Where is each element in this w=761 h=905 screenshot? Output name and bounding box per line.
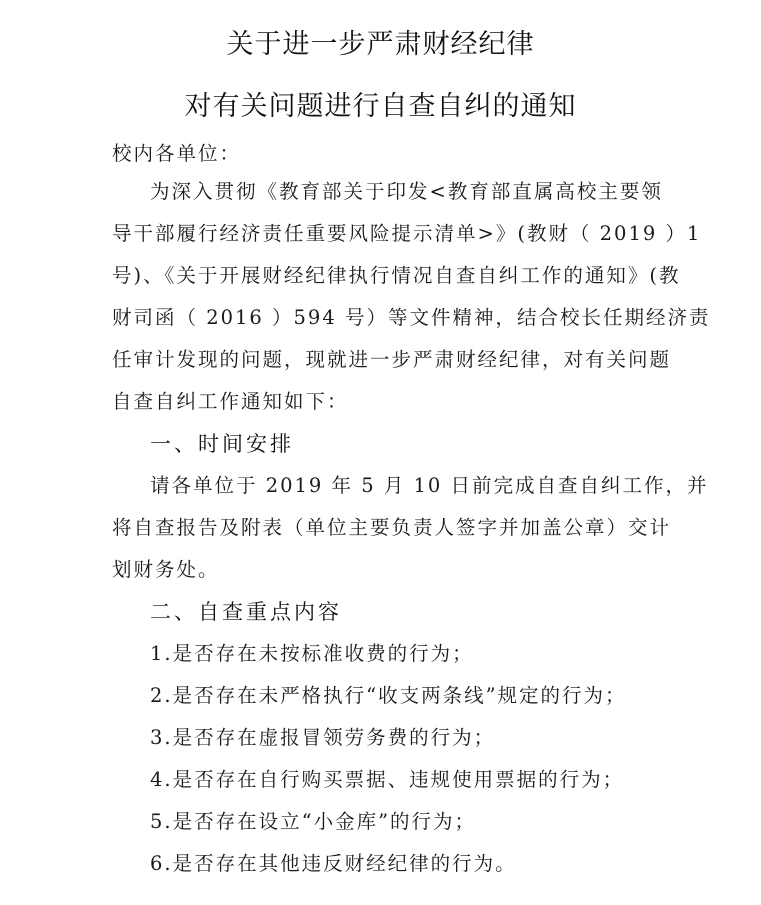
list-item: 2.是否存在未严格执行“收支两条线”规定的行为；: [150, 684, 627, 707]
document-title-line-1: 关于进一步严肃财经纪律: [226, 29, 535, 60]
paragraph-line: 号)、《关于开展财经纪律执行情况自查自纠工作的通知》(教: [112, 264, 681, 287]
paragraph-line: 财司函（ 2016 ）594 号）等文件精神，结合校长任期经济责: [112, 306, 711, 329]
list-item: 3.是否存在虚报冒领劳务费的行为；: [150, 726, 496, 749]
section-heading-content: 二、自查重点内容: [150, 600, 342, 624]
paragraph-line: 任审计发现的问题，现就进一步严肃财经纪律，对有关问题: [112, 348, 672, 371]
paragraph-line: 划财务处。: [112, 558, 220, 581]
list-item: 5.是否存在设立“小金库”的行为；: [150, 810, 477, 833]
paragraph-line: 将自查报告及附表（单位主要负责人签字并加盖公章）交计: [112, 516, 672, 539]
paragraph-line: 请各单位于 2019 年 5 月 10 日前完成自查自纠工作，并: [150, 474, 709, 497]
salutation: 校内各单位：: [112, 142, 242, 165]
document-title-line-2: 对有关问题进行自查自纠的通知: [184, 91, 577, 122]
section-heading-time: 一、时间安排: [150, 432, 294, 456]
list-item: 4.是否存在自行购买票据、违规使用票据的行为；: [150, 768, 625, 791]
list-item: 6.是否存在其他违反财经纪律的行为。: [150, 852, 517, 875]
paragraph-line: 导干部履行经济责任重要风险提示清单>》(教财（ 2019 ）1: [112, 222, 702, 245]
list-item: 1.是否存在未按标准收费的行为；: [150, 642, 474, 665]
paragraph-line: 为深入贯彻《教育部关于印发<教育部直属高校主要领: [150, 180, 663, 203]
paragraph-line: 自查自纠工作通知如下：: [112, 390, 349, 413]
